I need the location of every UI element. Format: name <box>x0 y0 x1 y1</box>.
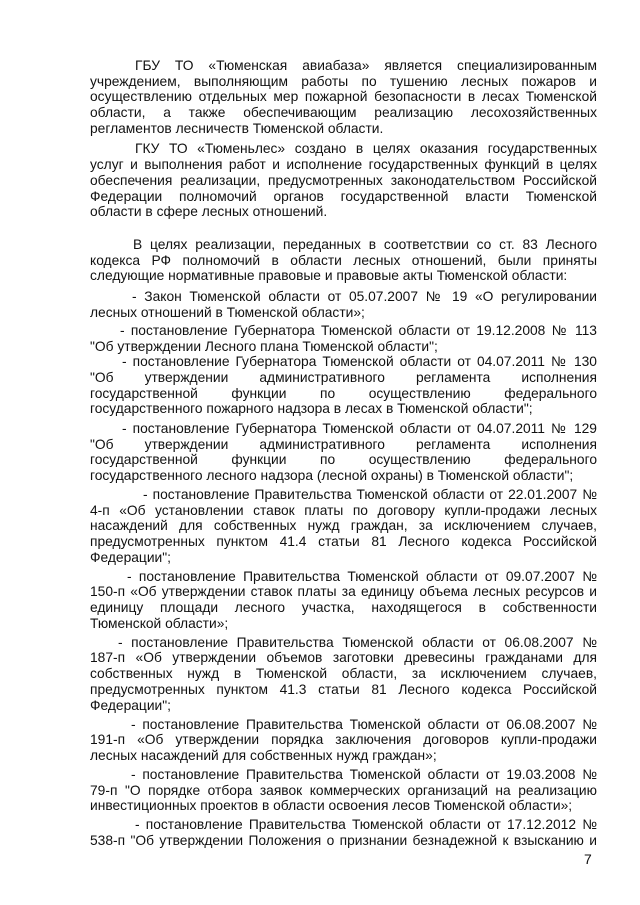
text-line: регламентов лесничеств Тюменской области. <box>90 120 384 136</box>
text-line: услуг и выполнения работ и исполнение государственных функций в целях <box>90 157 597 173</box>
text-line: - постановление Губернатора Тюменской области от 19.12.2008 № 113 <box>120 322 597 338</box>
text-line: Тюменской области»; <box>90 615 229 631</box>
text-line: государственной функции по осуществлению федерального <box>90 452 597 468</box>
text-line: Федерации полномочий органов государственной власти Тюменской <box>90 188 597 204</box>
page-number: 7 <box>584 851 592 867</box>
text-line: инвестиционных проектов в области освоения лесов Тюменской области»; <box>90 798 573 814</box>
paragraph-gku-tyumenles <box>90 141 597 219</box>
text-line: - постановление Губернатора Тюменской области от 04.07.2011 № 129 <box>122 420 597 436</box>
text-line: Федерации"; <box>90 697 171 713</box>
text-line: государственного лесного надзора (лесной охраны) в Тюменской области"; <box>90 468 574 483</box>
text-line: 4-п «Об установлении ставок платы по договору купли-продажи лесных <box>90 502 597 518</box>
legal-act-item-8 <box>90 717 597 764</box>
text-line: - постановление Правительства Тюменской области от 22.01.2007 № <box>143 486 597 502</box>
text-line: предусмотренных пунктом 41.4 статьи 81 Лесного кодекса Российской <box>90 534 597 550</box>
text-line: "Об утверждении административного регламента исполнения <box>90 436 597 452</box>
legal-act-item-6 <box>90 569 597 632</box>
text-line: области, а также обеспечивающим реализацию лесохозяйственных <box>90 105 597 121</box>
text-line: - постановление Губернатора Тюменской области от 04.07.2011 № 130 <box>122 354 597 370</box>
text-line: 191-п «Об утверждении порядка заключения договоров купли-продажи <box>90 732 597 748</box>
text-line: 187-п «Об утверждении объемов заготовки древесины гражданами для <box>90 650 597 666</box>
document-body <box>90 58 597 849</box>
text-line: учреждением, выполняющим работы по тушению лесных пожаров и <box>90 73 597 89</box>
text-line: - Закон Тюменской области от 05.07.2007 № 19 «О регулировании <box>132 288 597 304</box>
text-line: - постановление Правительства Тюменской области от 06.08.2007 № <box>131 716 597 732</box>
text-line: 79-п "О порядке отбора заявок коммерческих организаций на реализацию <box>90 782 597 798</box>
legal-act-item-10 <box>90 817 597 848</box>
text-line: кодекса РФ полномочий в области лесных отношений, были приняты <box>90 252 597 268</box>
text-line: области в сфере лесных отношений. <box>90 204 328 220</box>
text-line: ГБУ ТО «Тюменская авиабаза» является специализированным <box>135 58 597 73</box>
text-line: "Об утверждении административного регламента исполнения <box>90 369 597 385</box>
text-line: "Об утверждении Лесного плана Тюменской области"; <box>90 338 438 354</box>
text-line: 538-п "Об утверждении Положения о признании безнадежной к взысканию и <box>90 832 597 848</box>
paragraph-gbu-tyumen-aviabase <box>90 58 597 136</box>
legal-act-item-2 <box>90 323 597 354</box>
text-line: государственной функции по осуществлению федерального <box>90 385 597 401</box>
text-line: - постановление Правительства Тюменской области от 09.07.2007 № <box>127 568 597 584</box>
text-line: собственных нужд в Тюменской области, за исключением случаев, <box>90 666 597 682</box>
text-line: единицу площади лесного участка, находящегося в собственности <box>90 600 597 616</box>
text-line: насаждений для собственных нужд граждан, за исключением случаев, <box>90 518 597 534</box>
text-line: ГКУ ТО «Тюменьлес» создано в целях оказания государственных <box>135 141 597 157</box>
text-line: обеспечения реализации, предусмотренных законодательством Российской <box>90 172 597 188</box>
text-line: лесных отношений в Тюменской области»; <box>90 304 365 320</box>
text-line: 150-п «Об утверждении ставок платы за единицу объема лесных ресурсов и <box>90 584 597 600</box>
text-line: В целях реализации, переданных в соответствии со ст. 83 Лесного <box>133 236 597 252</box>
legal-act-item-1 <box>90 289 597 320</box>
text-line: Федерации"; <box>90 549 171 565</box>
text-line: - постановление Правительства Тюменской области от 19.03.2008 № <box>131 766 597 782</box>
text-line: государственного пожарного надзора в лесах в Тюменской области"; <box>90 401 533 417</box>
legal-act-item-7 <box>90 635 597 713</box>
text-line: следующие нормативные правовые и правовые акты Тюменской области: <box>90 268 568 284</box>
text-line: осуществлению отдельных мер пожарной безопасности в лесах Тюменской <box>90 89 597 105</box>
text-line: - постановление Правительства Тюменской области от 06.08.2007 № <box>118 634 597 650</box>
legal-act-item-3 <box>90 354 597 417</box>
text-line: лесных насаждений для собственных нужд граждан»; <box>90 747 437 763</box>
legal-act-item-9 <box>90 767 597 814</box>
legal-act-item-5 <box>90 487 597 565</box>
paragraph-legal-acts-intro <box>90 237 597 284</box>
text-line: - постановление Правительства Тюменской области от 17.12.2012 № <box>135 817 597 833</box>
legal-act-item-4 <box>90 421 597 484</box>
text-line: предусмотренных пунктом 41.3 статьи 81 Лесного кодекса Российской <box>90 681 597 697</box>
